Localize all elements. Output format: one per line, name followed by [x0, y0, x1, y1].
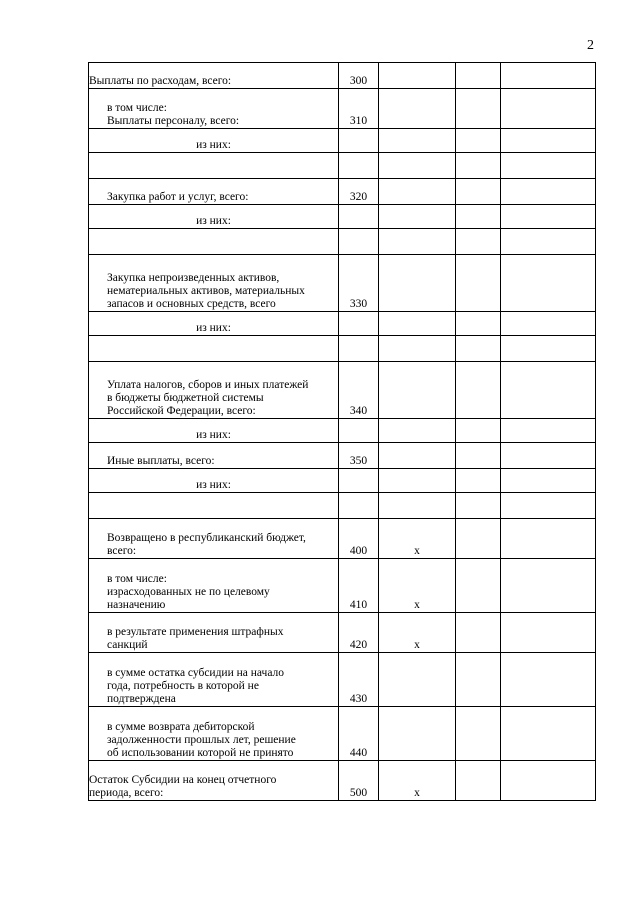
row-label [89, 613, 339, 653]
row-empty-cell [501, 129, 596, 153]
row-code [339, 129, 379, 153]
row-label-line: запасов и основных средств, всего [107, 298, 276, 310]
row-empty-cell [456, 129, 501, 153]
row-label-line: года, потребность в которой не [107, 680, 259, 692]
row-empty-cell [501, 205, 596, 229]
row-empty-cell [501, 443, 596, 469]
row-empty-cell [456, 613, 501, 653]
row-code [339, 205, 379, 229]
row-empty-cell [456, 493, 501, 519]
row-code [339, 312, 379, 336]
row-label-line: назначению [107, 599, 166, 611]
row-code: 410 [339, 559, 379, 613]
row-code: 400 [339, 519, 379, 559]
row-label-line: санкций [107, 639, 148, 651]
row-value-cell [379, 129, 456, 153]
row-value-cell [379, 205, 456, 229]
row-empty-cell [501, 419, 596, 443]
table-row [89, 336, 596, 362]
row-empty-cell [501, 179, 596, 205]
row-label-line: Закупка непроизведенных активов, [107, 272, 280, 284]
row-label-line: Российской Федерации, всего: [107, 405, 256, 417]
table-row [89, 493, 596, 519]
row-value-cell [379, 89, 456, 129]
row-value-cell [379, 443, 456, 469]
row-empty-cell [456, 312, 501, 336]
row-label [89, 469, 339, 493]
row-label [89, 63, 339, 89]
row-empty-cell [501, 613, 596, 653]
row-label-line: об использовании которой не принято [107, 747, 294, 759]
row-value-cell [379, 707, 456, 761]
row-label-line: в сумме возврата дебиторской [107, 721, 255, 733]
table-row [89, 707, 596, 761]
row-label-line: всего: [107, 545, 137, 557]
table-row [89, 89, 596, 129]
row-empty-cell [501, 707, 596, 761]
row-value-cell: x [379, 613, 456, 653]
row-label-line: в результате применения штрафных [107, 626, 284, 638]
row-label-line: Выплаты по расходам, всего: [89, 75, 232, 87]
row-empty-cell [456, 559, 501, 613]
row-empty-cell [456, 419, 501, 443]
row-code: 420 [339, 613, 379, 653]
row-code [339, 336, 379, 362]
row-label [89, 559, 339, 613]
row-empty-cell [501, 153, 596, 179]
row-value-cell [379, 229, 456, 255]
row-label [89, 761, 339, 801]
row-empty-cell [501, 255, 596, 312]
row-code: 440 [339, 707, 379, 761]
row-empty-cell [501, 229, 596, 255]
row-label-line: из них: [196, 479, 231, 491]
row-empty-cell [456, 255, 501, 312]
row-empty-cell [501, 519, 596, 559]
row-code: 500 [339, 761, 379, 801]
table-row [89, 559, 596, 613]
row-empty-cell [456, 229, 501, 255]
row-empty-cell [501, 493, 596, 519]
row-empty-cell [501, 312, 596, 336]
row-label-line: из них: [196, 139, 231, 151]
row-label-line: подтверждена [107, 693, 176, 705]
row-label [89, 336, 339, 362]
row-value-cell [379, 179, 456, 205]
row-value-cell: x [379, 761, 456, 801]
row-empty-cell [501, 469, 596, 493]
row-label [89, 362, 339, 419]
row-label-line: из них: [196, 215, 231, 227]
row-code [339, 153, 379, 179]
row-label [89, 312, 339, 336]
row-code: 320 [339, 179, 379, 205]
table-row [89, 153, 596, 179]
row-code: 310 [339, 89, 379, 129]
row-code [339, 419, 379, 443]
table-row [89, 179, 596, 205]
row-empty-cell [456, 443, 501, 469]
row-code: 330 [339, 255, 379, 312]
row-code: 430 [339, 653, 379, 707]
table-row [89, 443, 596, 469]
row-label [89, 653, 339, 707]
row-code [339, 469, 379, 493]
row-label-line: в бюджеты бюджетной системы [107, 392, 264, 404]
row-label [89, 255, 339, 312]
row-label-line: периода, всего: [89, 787, 164, 799]
row-label-line: Иные выплаты, всего: [107, 455, 215, 467]
row-label [89, 707, 339, 761]
row-label-line: из них: [196, 429, 231, 441]
row-empty-cell [456, 63, 501, 89]
row-empty-cell [501, 559, 596, 613]
row-label-line: в сумме остатка субсидии на начало [107, 667, 285, 679]
table-row [89, 519, 596, 559]
table-row [89, 129, 596, 153]
row-empty-cell [501, 63, 596, 89]
row-empty-cell [501, 653, 596, 707]
row-empty-cell [456, 761, 501, 801]
row-label-line: в том числе: [107, 573, 167, 585]
row-code: 300 [339, 63, 379, 89]
row-label-line: в том числе: [107, 102, 167, 114]
row-value-cell [379, 653, 456, 707]
row-label [89, 129, 339, 153]
row-empty-cell [456, 519, 501, 559]
row-empty-cell [456, 653, 501, 707]
row-code: 340 [339, 362, 379, 419]
row-label [89, 205, 339, 229]
row-empty-cell [456, 89, 501, 129]
row-code: 350 [339, 443, 379, 469]
row-empty-cell [456, 707, 501, 761]
row-value-cell [379, 153, 456, 179]
table-row [89, 761, 596, 801]
row-code [339, 493, 379, 519]
row-label-line: из них: [196, 322, 231, 334]
row-empty-cell [456, 153, 501, 179]
row-empty-cell [501, 761, 596, 801]
row-empty-cell [501, 336, 596, 362]
row-empty-cell [501, 89, 596, 129]
row-empty-cell [456, 469, 501, 493]
table-row [89, 653, 596, 707]
row-empty-cell [456, 205, 501, 229]
row-value-cell [379, 63, 456, 89]
row-value-cell [379, 312, 456, 336]
table-row [89, 205, 596, 229]
row-label [89, 419, 339, 443]
table-row [89, 229, 596, 255]
table-row [89, 63, 596, 89]
row-value-cell [379, 336, 456, 362]
row-empty-cell [456, 179, 501, 205]
row-value-cell [379, 419, 456, 443]
row-label-line: Остаток Субсидии на конец отчетного [89, 774, 277, 786]
row-label-line: задолженности прошлых лет, решение [107, 734, 296, 746]
row-label-line: Выплаты персоналу, всего: [107, 115, 240, 127]
row-code [339, 229, 379, 255]
row-value-cell: x [379, 559, 456, 613]
row-label [89, 89, 339, 129]
row-label-line: Возвращено в республиканский бюджет, [107, 532, 306, 544]
row-label-line: израсходованных не по целевому [107, 586, 270, 598]
row-empty-cell [501, 362, 596, 419]
table-row [89, 613, 596, 653]
row-label [89, 153, 339, 179]
row-value-cell [379, 255, 456, 312]
table-row [89, 255, 596, 312]
row-label [89, 519, 339, 559]
table-row [89, 469, 596, 493]
row-value-cell: x [379, 519, 456, 559]
report-table [88, 62, 596, 801]
row-label [89, 443, 339, 469]
row-label [89, 493, 339, 519]
page-number: 2 [587, 38, 594, 53]
row-label [89, 179, 339, 205]
row-label-line: Закупка работ и услуг, всего: [107, 191, 249, 203]
row-value-cell [379, 469, 456, 493]
row-empty-cell [456, 362, 501, 419]
row-label-line: Уплата налогов, сборов и иных платежей [107, 379, 309, 391]
table-row [89, 419, 596, 443]
row-value-cell [379, 362, 456, 419]
row-value-cell [379, 493, 456, 519]
table-row [89, 312, 596, 336]
row-label [89, 229, 339, 255]
table-row [89, 362, 596, 419]
row-empty-cell [456, 336, 501, 362]
row-label-line: нематериальных активов, материальных [107, 285, 305, 297]
